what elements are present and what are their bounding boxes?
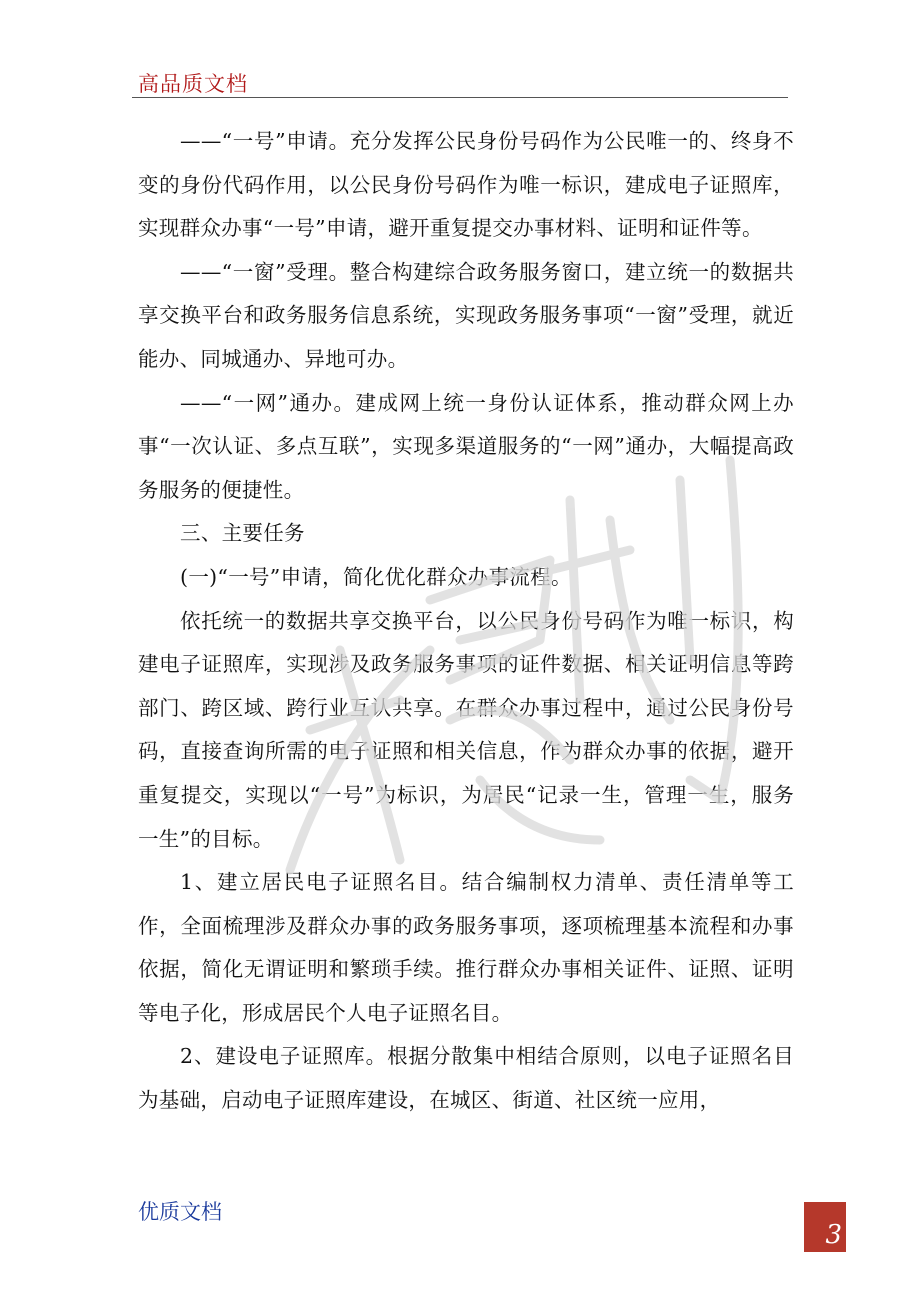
paragraph-item-2: 2、建设电子证照库。根据分散集中相结合原则，以电子证照名目为基础，启动电子证照库建设，在城区、街道、社区统一应用， bbox=[138, 1044, 794, 1113]
header-title: 高品质文档 bbox=[138, 72, 248, 96]
subsection-heading: (一)“一号”申请，简化优化群众办事流程。 bbox=[180, 564, 572, 589]
paragraph-item-1: 1、建立居民电子证照名目。结合编制权力清单、责任清单等工作，全面梳理涉及群众办事的政务服务事项，逐项梳理基本流程和办事依据，简化无谓证明和繁琐手续。推行群众办事相关证件、证照、证明等电子化，形成居民个人电子证照名目。 bbox=[138, 870, 794, 1025]
document-body bbox=[138, 120, 794, 1123]
section-heading: 三、主要任务 bbox=[180, 521, 305, 546]
header-divider bbox=[132, 97, 788, 98]
paragraph-platform: 依托统一的数据共享交换平台，以公民身份号码作为唯一标识，构建电子证照库，实现涉及政务服务事项的证件数据、相关证明信息等跨部门、跨区域、跨行业互认共享。在群众办事过程中，通过公民身份号码，直接查询所需的电子证照和相关信息，作为群众办事的依据，避开重复提交，实现以“一号”为标识，为居民“记录一生，管理一生，服务一生”的目标。 bbox=[138, 608, 794, 851]
paragraph-yihao: ——“一号”申请。充分发挥公民身份号码作为公民唯一的、终身不变的身份代码作用，以公民身份号码作为唯一标识，建成电子证照库，实现群众办事“一号”申请，避开重复提交办事材料、证明和证件等。 bbox=[138, 129, 794, 241]
page-number-badge bbox=[804, 1202, 846, 1252]
paragraph-yiwang: ——“一网”通办。建成网上统一身份认证体系，推动群众网上办事“一次认证、多点互联”，实现多渠道服务的“一网”通办，大幅提高政务服务的便捷性。 bbox=[138, 390, 794, 502]
footer-title: 优质文档 bbox=[138, 1200, 222, 1224]
page-number: 3 bbox=[825, 1220, 842, 1250]
paragraph-yichuang: ——“一窗”受理。整合构建综合政务服务窗口，建立统一的数据共享交换平台和政务服务信息系统，实现政务服务事项“一窗”受理，就近能办、同城通办、异地可办。 bbox=[138, 259, 794, 371]
